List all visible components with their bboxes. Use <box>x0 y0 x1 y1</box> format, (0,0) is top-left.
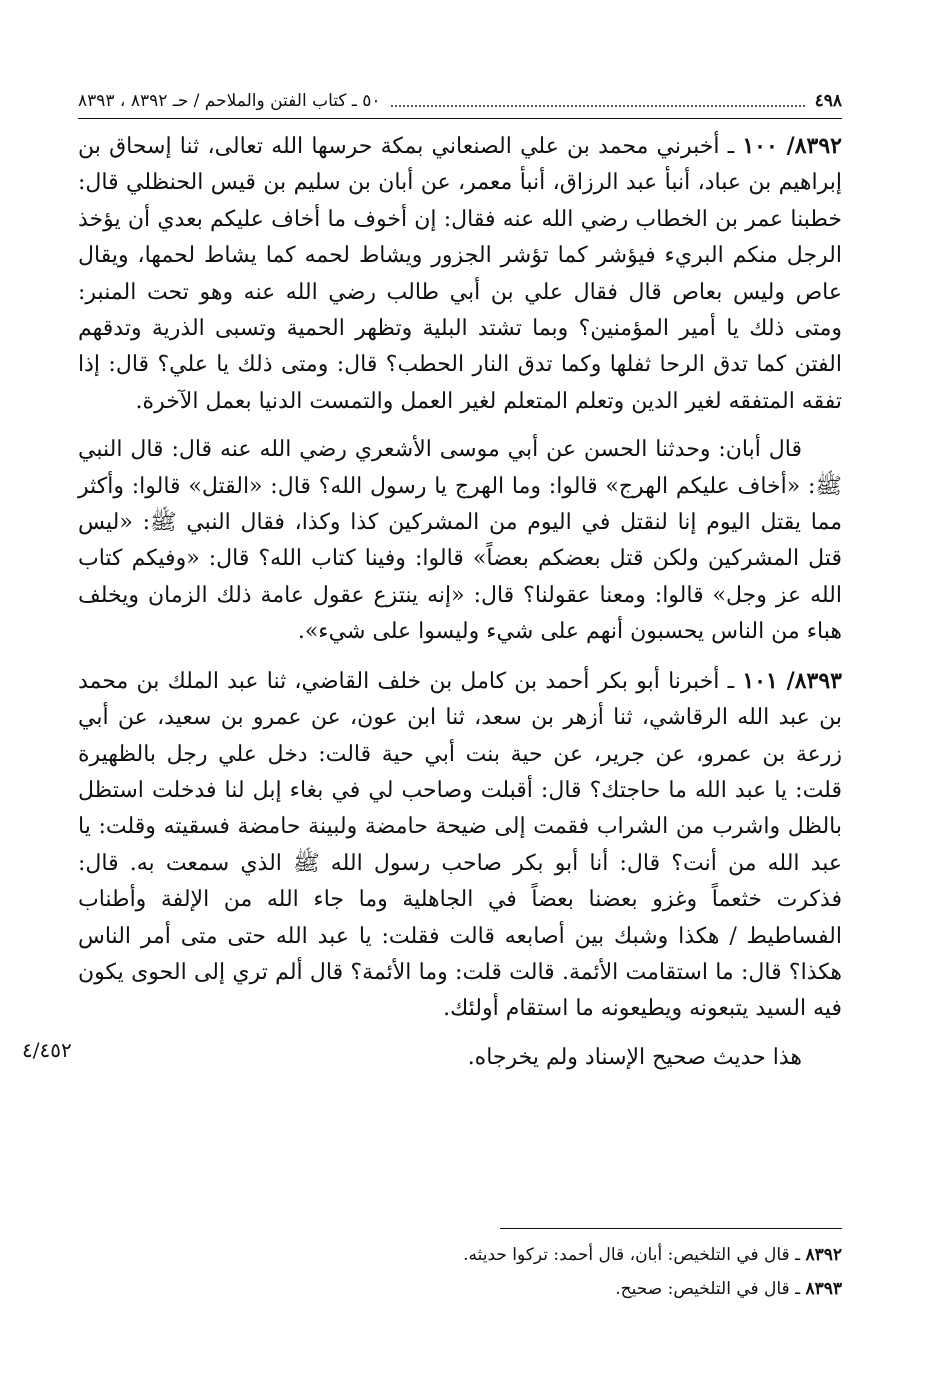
footnote-item <box>300 1272 842 1306</box>
aban-paragraph <box>78 432 842 650</box>
authenticity-note <box>78 1040 842 1076</box>
running-title: ٥٠ ـ كتاب الفتن والملاحم / حـ ٨٣٩٢ ، ٨٣٩٣ <box>78 91 381 111</box>
footnote-number: ٨٣٩٣ <box>805 1279 842 1299</box>
hadith-text: ـ أخبرني محمد بن علي الصنعاني بمكة حرسها الله تعالى، ثنا إسحاق بن إبراهيم بن عباد، أنبأ عبد الرزاق، أنبأ معمر، عن أبان بن سليم بن قيس الحنظلي قال: خطبنا عمر بن الخطاب رضي الله عنه فقال: إن أخوف ما أخاف عليكم بعدي أن يؤخذ الرجل منكم البريء فيؤشر كما تؤشر الجزور ويشاط لحمه كما يشاط لحمها، ويقال عاص وليس بعاص قال فقال علي بن أبي طالب رضي الله عنه وهو تحت المنبر: ومتى ذلك يا أمير المؤمنين؟ وبما تشتد البلية وتظهر الحمية وتسبى الذرية وتدقهم الفتن كما تدق الرحا ثفلها وكما تدق النار الحطب؟ قال: ومتى ذلك يا علي؟ قال: إذا تفقه المتفقه لغير الدين وتعلم المتعلم لغير العمل والتمست الدنيا بعمل الآخرة. <box>78 134 842 414</box>
leader-dots <box>391 105 805 107</box>
hadith-number: ٨٣٩٢/ ١٠٠ <box>742 133 842 159</box>
footnote-number: ٨٣٩٢ <box>805 1245 842 1265</box>
hadith-number: ٨٣٩٣/ ١٠١ <box>742 667 842 694</box>
hadith-8393 <box>78 663 842 1028</box>
hadith-text: ـ أخبرنا أبو بكر أحمد بن كامل بن خلف القاضي، ثنا عبد الملك بن محمد بن عبد الله الرقاشي، ثنا أزهر بن سعد، ثنا ابن عون، عن عمرو بن سعيد، عن أبي زرعة بن عمرو، عن جرير، عن حية بنت أبي حية قالت: دخل علي رجل بالظهيرة قلت: يا عبد الله ما حاجتك؟ قال: أقبلت وصاحب لي في بغاء إبل لنا فدخلت استظل بالظل واشرب من الشراب فقمت إلى ضيحة حامضة ولبينة حامضة فسقيته وقلت: يا عبد الله من أنت؟ قال: أنا أبو بكر صاحب رسول الله ﷺ الذي سمعت به. قال: فذكرت خثعماً وغزو بعضنا بعضاً في الجاهلية وما جاء الله من الإلفة وأطناب الفساطيط / هكذا وشبك بين أصابعه قالت فقلت: يا عبد الله حتى متى أمر الناس هكذا؟ قال: ما استقامت الأئمة. قالت قلت: وما الأئمة؟ قال ألم تري إلى الحوى يكون فيه السيد يتبعونه ويطيعونه ما استقام أولئك. <box>78 668 842 1022</box>
paragraph-text: قال أبان: وحدثنا الحسن عن أبي موسى الأشعري رضي الله عنه قال: قال النبي ﷺ: «أخاف عليكم الهرج» قالوا: وما الهرج يا رسول الله؟ قال: «القتل» قالوا: وأكثر مما يقتل اليوم إنا لنقتل في اليوم من المشركين كذا وكذا، فقال النبي ﷺ: «ليس قتل المشركين ولكن قتل بعضكم بعضاً» قالوا: وفينا كتاب الله؟ قال: «وفيكم كتاب الله عز وجل» قالوا: ومعنا عقولنا؟ قال: «إنه ينتزع عقول عامة ذلك الزمان ويخلف هباء من الناس يحسبون أنهم على شيء وليسوا على شيء». <box>78 437 842 645</box>
footnote-text: ـ قال في التلخيص: أبان، قال أحمد: تركوا حديثه. <box>463 1245 806 1265</box>
page-number: ٤٩٨ <box>814 91 842 111</box>
margin-reference: ٤/٤٥٢ <box>22 1038 72 1062</box>
page-header <box>78 84 842 119</box>
footnote-item <box>300 1238 842 1272</box>
main-text <box>78 128 842 1076</box>
footnote-divider <box>500 1228 842 1229</box>
footnote-text: ـ قال في التلخيص: صحيح. <box>615 1279 806 1299</box>
footnotes <box>300 1238 842 1306</box>
paragraph-text: هذا حديث صحيح الإسناد ولم يخرجاه. <box>467 1044 802 1070</box>
hadith-8392 <box>78 128 842 420</box>
